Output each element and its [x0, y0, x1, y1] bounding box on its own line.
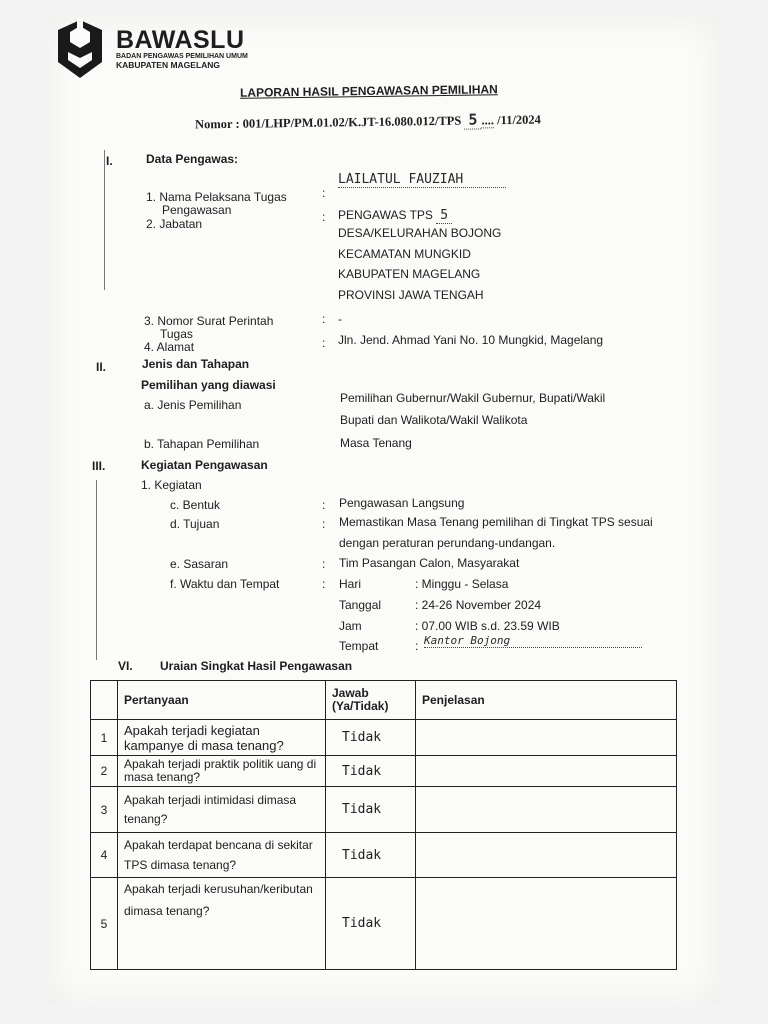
nama-label: 1. Nama Pelaksana Tugas: [146, 190, 287, 204]
row-question: Apakah terjadi kegiatan kampanye di masa tenang?: [118, 720, 326, 756]
section-1-title: Data Pengawas:: [146, 152, 239, 166]
surat-label-cont: Tugas: [160, 327, 193, 341]
sasaran-label: e. Sasaran: [170, 557, 229, 571]
alamat-value: Jln. Jend. Ahmad Yani No. 10 Mungkid, Magelang: [338, 333, 604, 347]
row-answer: Tidak: [326, 833, 416, 878]
section-3-numeral: III.: [92, 459, 106, 473]
tanggal-value: : 24-26 November 2024: [415, 598, 542, 612]
header-jawab: [326, 681, 416, 720]
row-question: Apakah terjadi intimidasi dimasa tenang?: [118, 787, 326, 833]
bentuk-label: c. Bentuk: [170, 498, 221, 512]
row-answer: Tidak: [326, 756, 416, 787]
tahapan-value: Masa Tenang: [340, 436, 412, 450]
jabatan-label: 2. Jabatan: [146, 217, 203, 231]
row-number: 1: [91, 720, 118, 756]
jenis-value: Pemilihan Gubernur/Wakil Gubernur, Bupati/Wakil: [340, 391, 606, 405]
row-explanation: [416, 756, 677, 787]
tempat-value: Kantor Bojong: [424, 634, 642, 648]
colon: :: [322, 210, 326, 224]
row-question: Apakah terjadi praktik politik uang di masa tenang?: [118, 756, 326, 787]
row-answer: Tidak: [326, 720, 416, 756]
jabatan-line: PROVINSI JAWA TENGAH: [338, 288, 484, 302]
surat-label: 3. Nomor Surat Perintah: [144, 314, 274, 328]
tahapan-label: b. Tahapan Pemilihan: [144, 437, 260, 451]
section-6-title: Uraian Singkat Hasil Pengawasan: [160, 659, 353, 673]
jabatan-line: DESA/KELURAHAN BOJONG: [338, 226, 502, 240]
row-explanation: [416, 878, 677, 970]
table-row: [91, 787, 677, 833]
number-prefix: Nomor : 001/LHP/PM.01.02/K.JT-16.080.012/TPS: [194, 113, 462, 132]
table-header-row: [91, 681, 677, 720]
section-3-title: Kegiatan Pengawasan: [141, 458, 268, 472]
row-answer: Tidak: [326, 878, 416, 970]
jam-label: Jam: [339, 619, 362, 633]
jabatan-tps: 5: [436, 208, 452, 224]
document-title: LAPORAN HASIL PENGAWASAN PEMILIHAN: [239, 82, 498, 100]
surat-value: -: [338, 312, 342, 326]
row-number: 3: [91, 787, 118, 833]
row-explanation: [416, 787, 677, 833]
row-number: 5: [91, 878, 118, 970]
colon: :: [322, 517, 326, 531]
row-number: 4: [91, 833, 118, 878]
bawaslu-logo-icon: [52, 18, 108, 80]
jenis-value-cont: Bupati dan Walikota/Wakil Walikota: [340, 413, 528, 427]
observation-table: [90, 680, 677, 970]
jabatan-line: KECAMATAN MUNGKID: [338, 247, 471, 261]
alamat-label: 4. Alamat: [144, 340, 195, 354]
tujuan-value: Memastikan Masa Tenang pemilihan di Tingkat TPS sesuai: [339, 515, 653, 529]
number-suffix: /11/2024: [497, 112, 541, 128]
tujuan-value-cont: dengan peraturan perundang-undangan.: [339, 536, 556, 550]
jam-value: : 07.00 WIB s.d. 23.59 WIB: [415, 619, 560, 633]
row-explanation: [416, 720, 677, 756]
row-question: Apakah terdapat bencana di sekitar TPS dimasa tenang?: [118, 833, 326, 878]
colon: :: [322, 557, 326, 571]
header-penjelasan: Penjelasan: [416, 681, 677, 720]
header-no: [91, 681, 118, 720]
kegiatan-label: 1. Kegiatan: [141, 478, 202, 492]
header-jawab-line1: Jawab: [332, 686, 369, 700]
section-6-numeral: VI.: [118, 659, 133, 673]
hari-value: : Minggu - Selasa: [415, 577, 509, 591]
sasaran-value: Tim Pasangan Calon, Masyarakat: [339, 556, 520, 570]
org-subtitle: BADAN PENGAWAS PEMILIHAN UMUM: [116, 53, 248, 60]
row-number: 2: [91, 756, 118, 787]
jabatan-prefix: PENGAWAS TPS: [338, 208, 433, 222]
jabatan-value: [338, 208, 452, 223]
colon: :: [322, 577, 326, 591]
row-answer: Tidak: [326, 787, 416, 833]
tujuan-label: d. Tujuan: [170, 517, 220, 531]
jenis-label: a. Jenis Pemilihan: [144, 398, 242, 412]
colon: :: [322, 336, 326, 350]
row-question: Apakah terjadi kerusuhan/keributan dimasa tenang?: [118, 878, 326, 970]
margin-mark: [96, 480, 97, 660]
document-number: Nomor : 001/LHP/PM.01.02/K.JT-16.080.012/TPS 5 .... /11/2024: [194, 110, 541, 132]
nama-label-cont: Pengawasan: [162, 203, 232, 217]
colon: :: [322, 186, 326, 200]
colon: :: [322, 312, 326, 326]
section-2-title-cont: Pemilihan yang diawasi: [141, 378, 276, 392]
section-2-title: Jenis dan Tahapan: [142, 357, 250, 371]
tanggal-label: Tanggal: [339, 598, 382, 612]
org-region: KABUPATEN MAGELANG: [116, 60, 221, 70]
jabatan-line: KABUPATEN MAGELANG: [338, 267, 481, 281]
tempat-label: Tempat: [339, 639, 379, 653]
hari-label: Hari: [339, 577, 362, 591]
tempat-colon: :: [415, 639, 419, 653]
table-row: [91, 756, 677, 787]
section-1-numeral: I.: [106, 154, 113, 168]
table-row: [91, 720, 677, 756]
header-pertanyaan: Pertanyaan: [118, 681, 326, 720]
org-name: BAWASLU: [116, 26, 245, 54]
nama-value: LAILATUL FAUZIAH: [338, 172, 506, 188]
margin-mark: [104, 150, 105, 290]
row-explanation: [416, 833, 677, 878]
waktu-label: f. Waktu dan Tempat: [170, 577, 280, 591]
table-row: [91, 878, 677, 970]
colon: :: [322, 498, 326, 512]
section-2-numeral: II.: [96, 360, 107, 374]
bentuk-value: Pengawasan Langsung: [339, 496, 465, 510]
header-jawab-line2: (Ya/Tidak): [332, 699, 389, 713]
table-row: [91, 833, 677, 878]
number-tps: 5: [464, 110, 481, 129]
